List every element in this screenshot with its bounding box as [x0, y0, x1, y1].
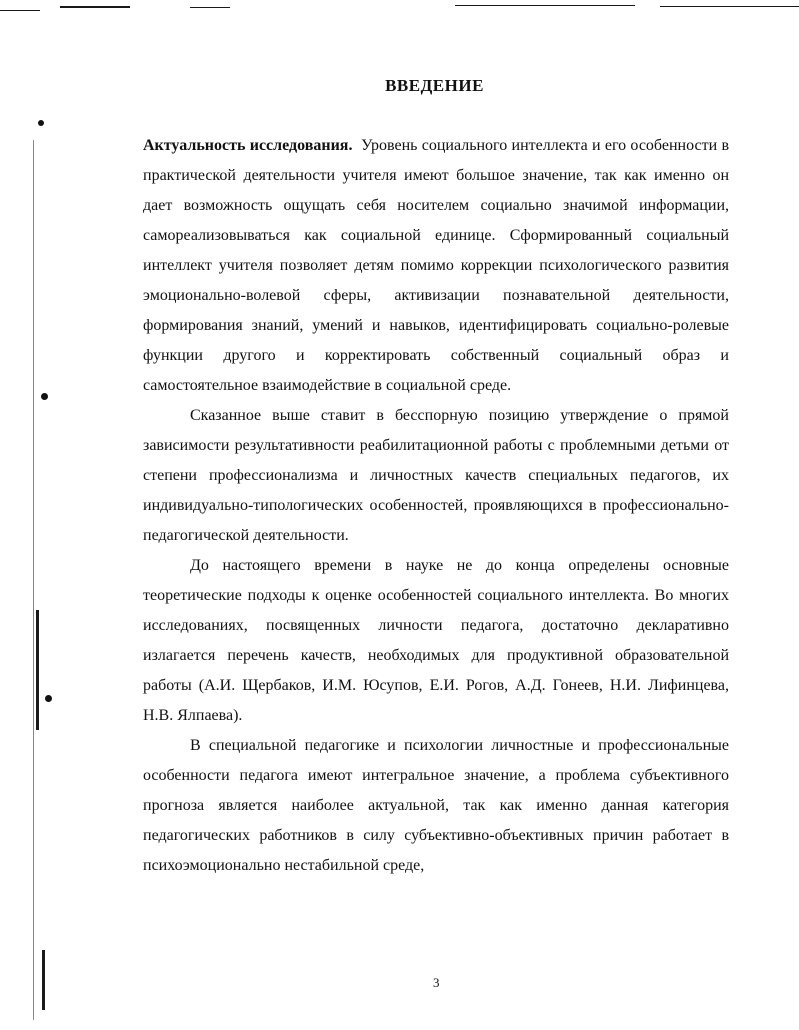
document-body	[143, 131, 729, 881]
scan-artifact-top-line	[60, 6, 130, 8]
paragraph: До настоящего времени в науке не до конца определены основные теоретические подходы к оценке особенностей социального интеллекта. Во многих исследованиях, посвященных личности педагога, достаточно декларативно излагается перечень качеств, необходимых для продуктивной образовательной работы (А.И. Щербаков, И.М. Юсупов, Е.И. Рогов, А.Д. Гонеев, Н.И. Лифинцева, Н.В. Ялпаева).	[143, 557, 729, 724]
page-number: 3	[433, 975, 440, 990]
scan-artifact-dot	[45, 695, 52, 702]
scan-artifact-left-edge	[33, 140, 34, 1020]
paragraph	[143, 131, 729, 401]
page-title: ВВЕДЕНИЕ	[385, 76, 484, 95]
paragraph-lead: Актуальность исследования.	[143, 137, 353, 154]
scan-artifact-left-bar	[36, 610, 39, 730]
scan-artifact-top-line	[660, 6, 799, 7]
paragraph: Сказанное выше ставит в бесспорную позицию утверждение о прямой зависимости результативности реабилитационной работы с проблемными детьми от степени профессионализма и личностных качеств специальных педагогов, их индивидуально-типологических особенностей, проявляющихся в профессионально-педагогической деятельности.	[143, 407, 729, 544]
scan-artifact-dot	[41, 393, 48, 400]
scan-artifact-left-bar	[42, 950, 45, 1010]
scan-artifact-top-line	[0, 10, 40, 11]
scan-artifact-top-line	[455, 5, 635, 6]
scan-artifact-top-line	[190, 7, 230, 8]
paragraph-text: Уровень социального интеллекта и его особенности в практической деятельности учителя имеют большое значение, так как именно он дает возможность ощущать себя носителем социально значимой информации, самореализовываться как социальной единице. Сформированный социальный интеллект учителя позволяет детям помимо коррекции психологического развития эмоционально-волевой сферы, активизации познавательной деятельности, формирования знаний, умений и навыков, идентифицировать социально-ролевые функции другого и корректировать собственный социальный образ и самостоятельное взаимодействие в социальной среде.	[143, 137, 730, 394]
paragraph: В специальной педагогике и психологии личностные и профессиональные особенности педагога имеют интегральное значение, а проблема субъективного прогноза является наиболее актуальной, так как именно данная категория педагогических работников в силу субъективно-объективных причин работает в психоэмоционально нестабильной среде,	[143, 737, 729, 874]
scan-artifact-dot	[38, 120, 44, 126]
